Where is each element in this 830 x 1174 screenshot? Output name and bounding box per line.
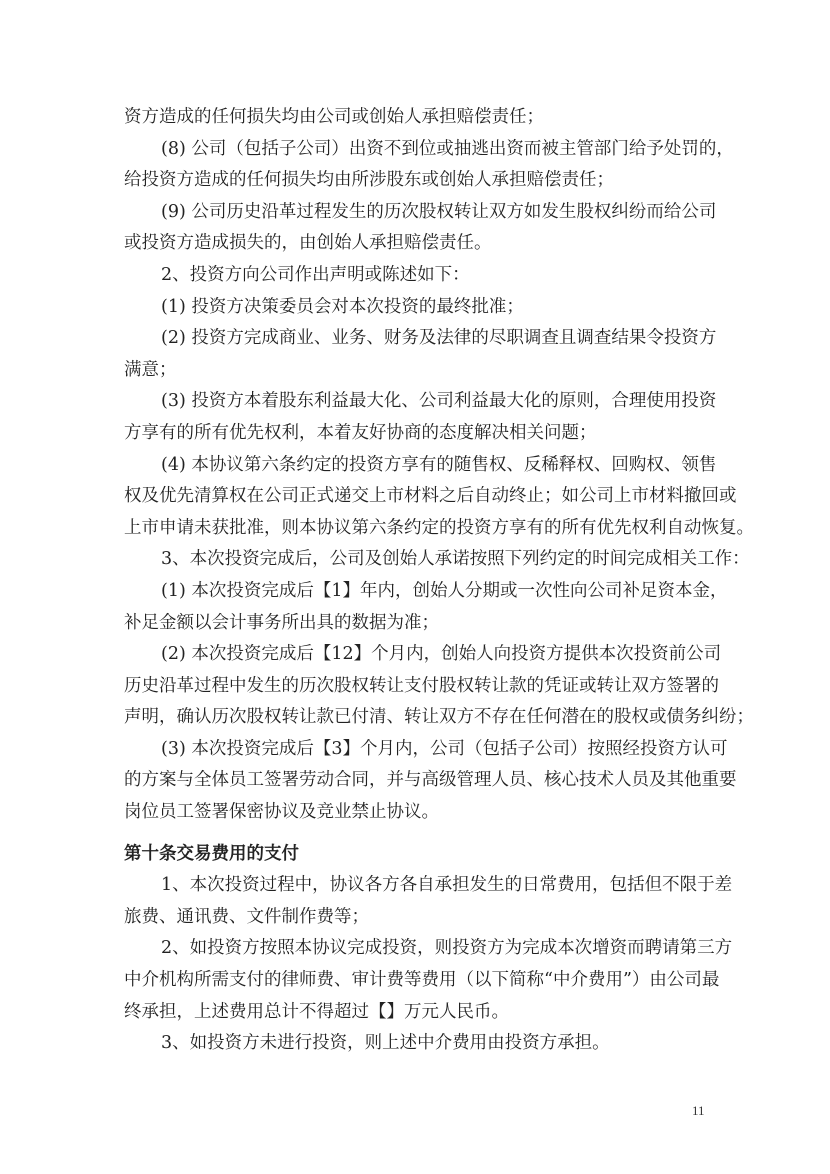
section-heading: 第十条交易费用的支付: [124, 843, 299, 864]
text-line: 方享有的所有优先权利，本着友好协商的态度解决相关问题；: [124, 422, 597, 443]
page-number: 11: [692, 1103, 705, 1118]
text-line: 历史沿革过程中发生的历次股权转让支付股权转让款的凭证或转让双方签署的: [124, 675, 719, 696]
document-page: [124, 102, 754, 1060]
text-line: (4) 本协议第六条约定的投资方享有的随售权、反稀释权、回购权、领售: [161, 454, 717, 475]
text-line: 终承担，上述费用总计不得超过【】万元人民币。: [124, 1001, 509, 1022]
text-line: 满意；: [124, 359, 177, 380]
text-line: (1) 投资方决策委员会对本次投资的最终批准；: [161, 296, 524, 317]
text-line: 3、本次投资完成后，公司及创始人承诺按照下列约定的时间完成相关工作：: [161, 549, 750, 570]
text-line: (8) 公司（包括子公司）出资不到位或抽逃出资而被主管部门给予处罚的，: [161, 138, 734, 159]
text-line: (3) 投资方本着股东利益最大化、公司利益最大化的原则，合理使用投资: [161, 391, 717, 412]
text-line: 声明，确认历次股权转让款已付清、转让双方不存在任何潜在的股权或债务纠纷；: [124, 707, 754, 728]
text-line: (2) 本次投资完成后【12】个月内，创始人向投资方提供本次投资前公司: [161, 644, 722, 665]
text-line: 的方案与全体员工签署劳动合同，并与高级管理人员、核心技术人员及其他重要: [124, 770, 737, 791]
section-body: [124, 870, 733, 1060]
text-line: (9) 公司历史沿革过程发生的历次股权转让双方如发生股权纠纷而给公司: [161, 201, 717, 222]
text-line: 或投资方造成损失的，由创始人承担赔偿责任。: [124, 233, 492, 254]
article-body: [124, 102, 754, 829]
text-line: 上市申请未获批准，则本协议第六条约定的投资方享有的所有优先权利自动恢复。: [124, 517, 754, 538]
text-line: 旅费、通讯费、文件制作费等；: [124, 906, 369, 927]
text-line: 3、如投资方未进行投资，则上述中介费用由投资方承担。: [161, 1033, 610, 1054]
text-line: 中介机构所需支付的律师费、审计费等费用（以下简称“中介费用”）由公司最: [124, 970, 720, 991]
text-line: 补足金额以会计事务所出具的数据为准；: [124, 612, 439, 633]
text-line: (2) 投资方完成商业、业务、财务及法律的尽职调查且调查结果令投资方: [161, 328, 717, 349]
text-line: (3) 本次投资完成后【3】个月内，公司（包括子公司）按照经投资方认可: [161, 738, 728, 759]
text-line: 给投资方造成的任何损失均由所涉股东或创始人承担赔偿责任；: [124, 170, 614, 191]
text-line: 岗位员工签署保密协议及竞业禁止协议。: [124, 802, 439, 823]
text-line: 1、本次投资过程中，协议各方各自承担发生的日常费用，包括但不限于差: [161, 875, 733, 896]
text-line: 权及优先清算权在公司正式递交上市材料之后自动终止；如公司上市材料撤回或: [124, 486, 737, 507]
text-line: (1) 本次投资完成后【1】年内，创始人分期或一次性向公司补足资本金，: [161, 580, 728, 601]
text-line: 2、如投资方按照本协议完成投资，则投资方为完成本次增资而聘请第三方: [161, 938, 733, 959]
text-line: 资方造成的任何损失均由公司或创始人承担赔偿责任；: [124, 107, 544, 127]
text-line: 2、投资方向公司作出声明或陈述如下：: [161, 264, 470, 285]
